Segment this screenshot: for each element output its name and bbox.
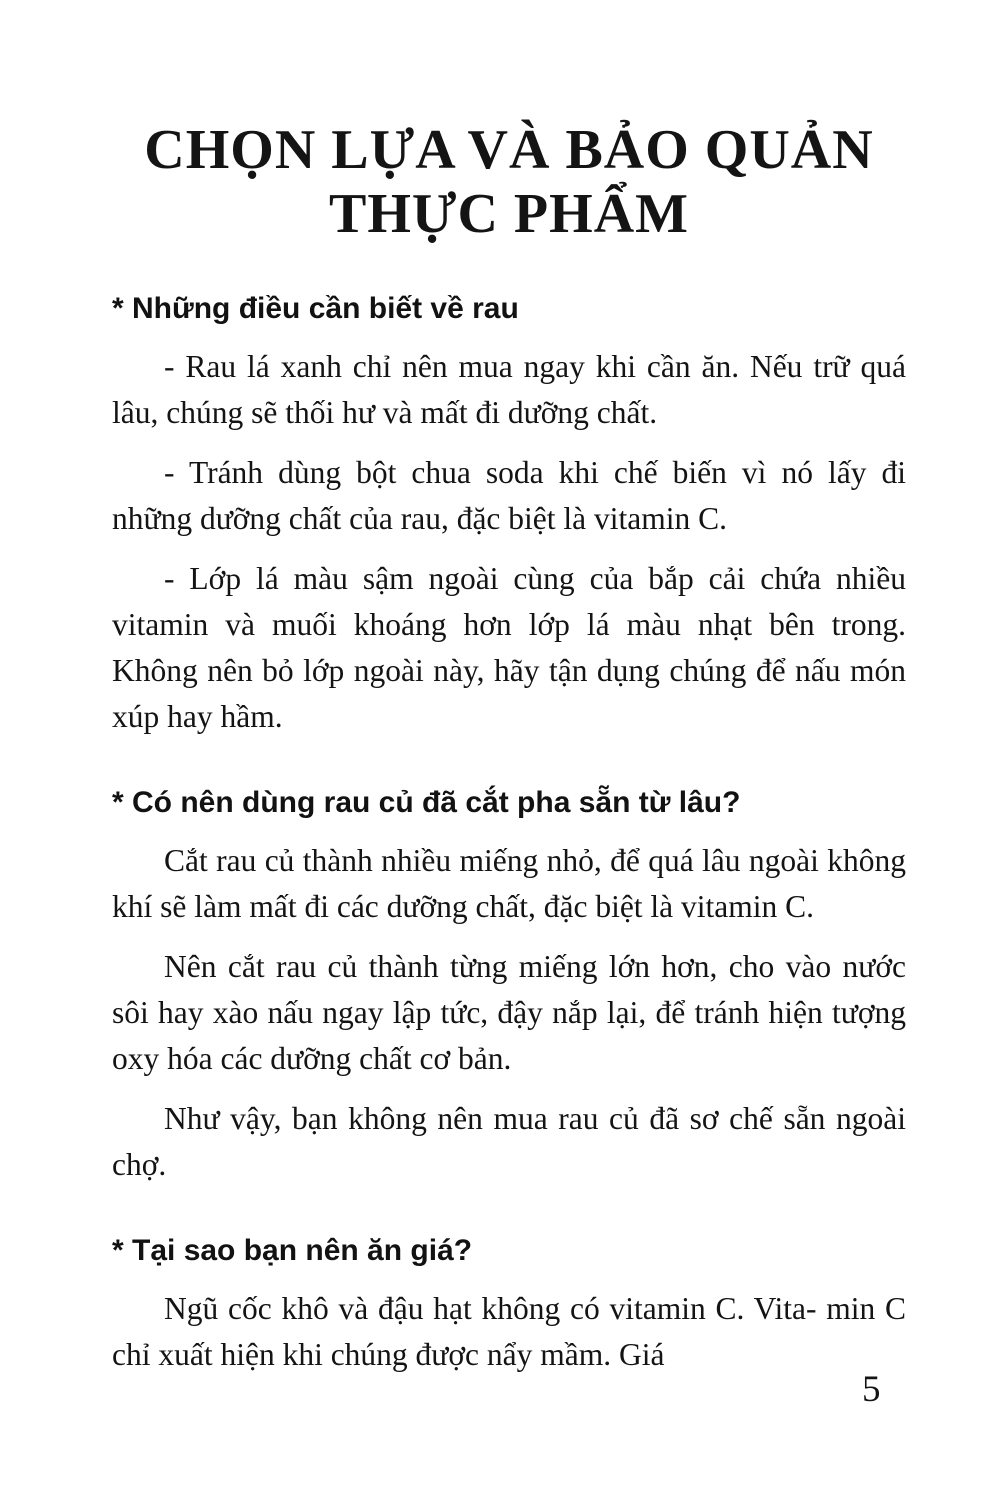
paragraph: - Rau lá xanh chỉ nên mua ngay khi cần ăn. Nếu trữ quá lâu, chúng sẽ thối hư và mất đi dưỡng chất.	[112, 349, 906, 430]
section-heading: * Có nên dùng rau củ đã cắt pha sẵn từ lâu?	[112, 786, 741, 819]
paragraph: Như vậy, bạn không nên mua rau củ đã sơ chế sẵn ngoài chợ.	[112, 1101, 906, 1182]
paragraph: - Tránh dùng bột chua soda khi chế biến vì nó lấy đi những dưỡng chất của rau, đặc biệt là vitamin C.	[112, 455, 906, 536]
page-title-line-2: THỰC PHẨM	[329, 183, 689, 245]
section-heading: * Những điều cần biết về rau	[112, 292, 519, 325]
section-heading: * Tại sao bạn nên ăn giá?	[112, 1234, 473, 1267]
paragraph: Cắt rau củ thành nhiều miếng nhỏ, để quá lâu ngoài không khí sẽ làm mất đi các dưỡng chất, đặc biệt là vitamin C.	[112, 843, 906, 924]
section-bean-sprouts	[112, 1232, 906, 1378]
paragraph: - Lớp lá màu sậm ngoài cùng của bắp cải chứa nhiều vitamin và muối khoáng hơn lớp lá màu nhạt bên trong. Không nên bỏ lớp ngoài này, hãy tận dụng chúng để nấu món xúp hay hầm.	[112, 561, 906, 734]
page-title-line-1: CHỌN LỰA VÀ BẢO QUẢN	[144, 119, 874, 181]
section-vegetable-facts	[112, 290, 906, 740]
section-precut-vegetables	[112, 784, 906, 1188]
page-content	[112, 0, 906, 1392]
page-number: 5	[862, 1369, 881, 1410]
paragraph: Nên cắt rau củ thành từng miếng lớn hơn, cho vào nước sôi hay xào nấu ngay lập tức, đậy nắp lại, để tránh hiện tượng oxy hóa các dưỡng chất cơ bản.	[112, 949, 906, 1076]
page-title	[112, 0, 906, 246]
paragraph: Ngũ cốc khô và đậu hạt không có vitamin C. Vita- min C chỉ xuất hiện khi chúng được nẩy mầm. Giá	[112, 1291, 906, 1372]
